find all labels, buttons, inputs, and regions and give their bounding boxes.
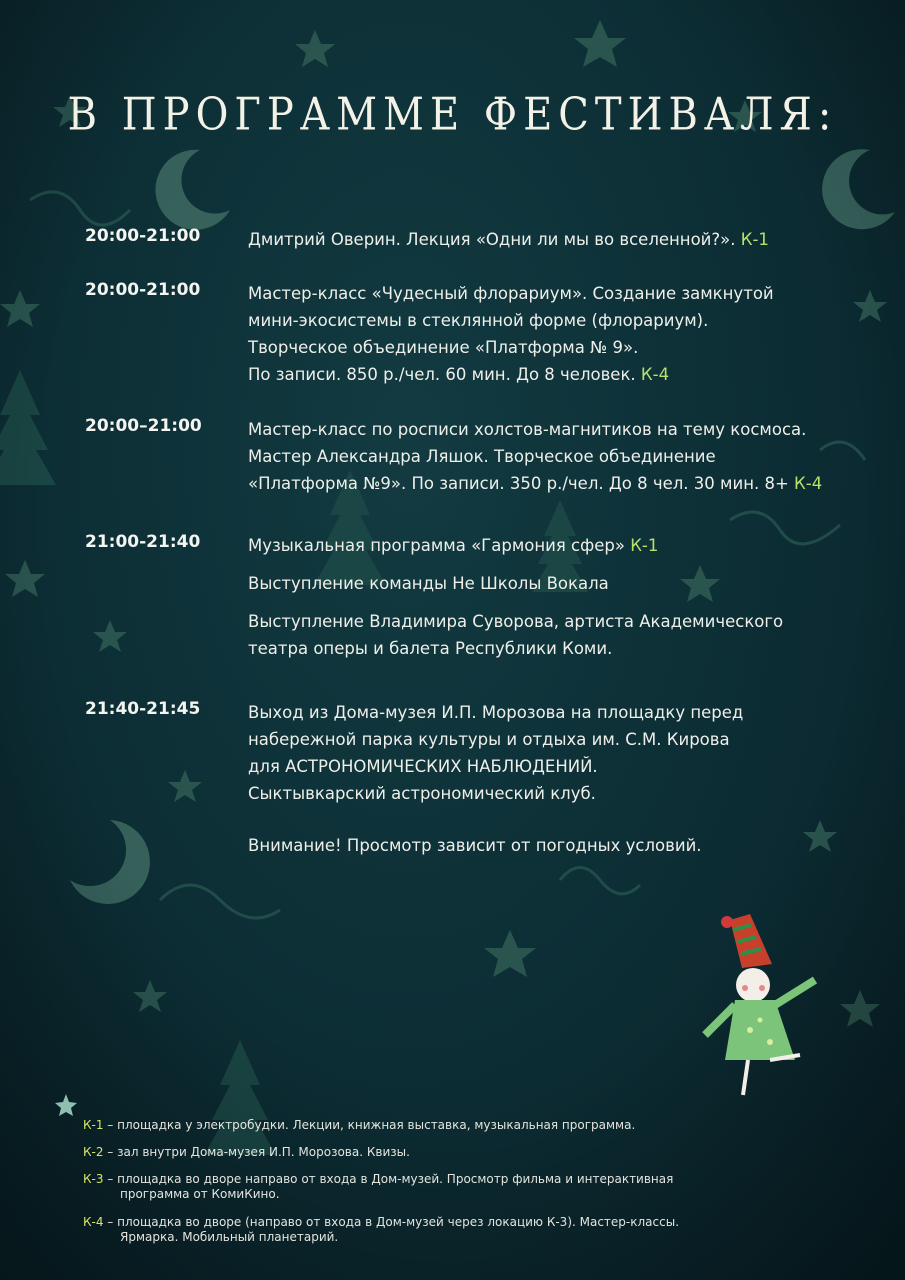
legend-key: К-4	[83, 1215, 104, 1229]
event-line: набережной парка культуры и отдыха им. С.М. Кирова	[248, 730, 730, 749]
location-tag: К-4	[794, 474, 823, 493]
event-description	[248, 280, 848, 388]
legend-text: программа от КомиКино.	[120, 1187, 280, 1201]
legend-item	[83, 1145, 783, 1160]
location-tag: К-1	[740, 230, 769, 249]
event-line: Сыктывкарский астрономический клуб.	[248, 784, 596, 803]
event-time: 20:00–21:00	[85, 416, 202, 436]
event-line: Выход из Дома-музея И.П. Морозова на площадку перед	[248, 703, 744, 722]
event-line: Мастер-класс «Чудесный флорариум». Создание замкнутой	[248, 284, 774, 303]
event-line: Выступление Владимира Суворова, артиста Академического	[248, 612, 784, 631]
event-line: для АСТРОНОМИЧЕСКИХ НАБЛЮДЕНИЙ.	[248, 757, 598, 776]
event-line: Дмитрий Оверин. Лекция «Одни ли мы во вселенной?».	[248, 230, 741, 249]
legend-key: К-3	[83, 1172, 104, 1186]
legend-text: – площадка во дворе (направо от входа в Дом-музей через локацию К-3). Мастер-классы.	[103, 1215, 680, 1229]
event-description	[248, 226, 848, 253]
event-description	[248, 532, 848, 662]
event-line: «Платформа №9». По записи. 350 р./чел. До 8 чел. 30 мин. 8+	[248, 474, 795, 493]
event-line: Выступление команды Не Школы Вокала	[248, 574, 609, 593]
event-line: мини-экосистемы в стеклянной форме (флорариум).	[248, 311, 709, 330]
legend-item	[83, 1172, 783, 1202]
legend-item	[83, 1118, 783, 1133]
location-tag: К-4	[640, 365, 670, 384]
legend-text: – площадка у электробудки. Лекции, книжная выставка, музыкальная программа.	[103, 1118, 636, 1132]
event-line: Музыкальная программа «Гармония сфер»	[248, 536, 631, 555]
event-time: 21:00-21:40	[85, 532, 201, 552]
event-line: Мастер-класс по росписи холстов-магнитиков на тему космоса.	[248, 420, 807, 439]
legend-key: К-1	[83, 1118, 104, 1132]
event-description	[248, 416, 848, 497]
event-time: 20:00-21:00	[85, 280, 201, 300]
legend-text: – площадка во дворе направо от входа в Дом-музей. Просмотр фильма и интерактивная	[103, 1172, 674, 1186]
legend-item	[83, 1215, 783, 1245]
event-line: театра оперы и балета Республики Коми.	[248, 639, 613, 658]
legend-text: – зал внутри Дома-музея И.П. Морозова. Квизы.	[103, 1145, 410, 1159]
event-time: 21:40-21:45	[85, 699, 201, 719]
location-tag: К-1	[630, 536, 659, 555]
event-time: 20:00-21:00	[85, 226, 201, 246]
event-line: По записи. 850 р./чел. 60 мин. До 8 человек.	[248, 365, 641, 384]
event-line: Творческое объединение «Платформа № 9».	[248, 338, 639, 357]
event-description	[248, 699, 848, 859]
legend-key: К-2	[83, 1145, 104, 1159]
legend-text: Ярмарка. Мобильный планетарий.	[120, 1230, 339, 1244]
page-title: В ПРОГРАММЕ ФЕСТИВАЛЯ:	[67, 89, 838, 141]
event-line: Мастер Александра Ляшок. Творческое объединение	[248, 447, 716, 466]
weather-note: Внимание! Просмотр зависит от погодных условий.	[248, 836, 702, 855]
